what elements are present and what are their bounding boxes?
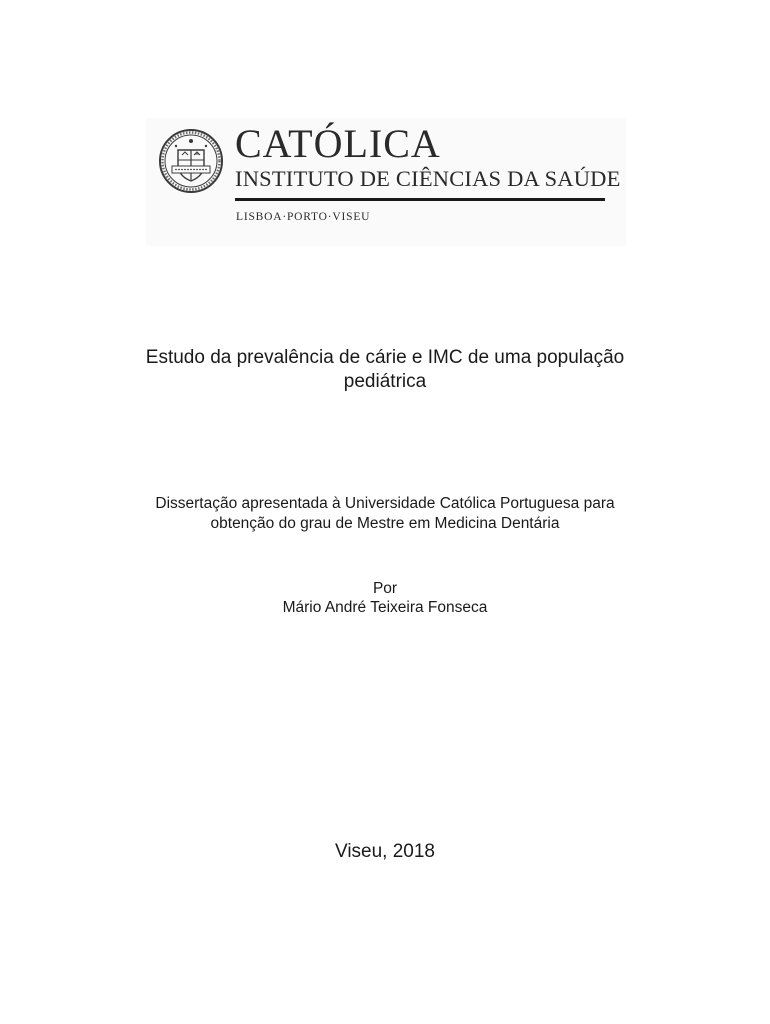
statement-line-1: Dissertação apresentada à Universidade Católica Portuguesa para — [155, 495, 615, 512]
dissertation-statement — [0, 494, 770, 534]
document-title — [0, 346, 770, 394]
institution-logo — [146, 118, 626, 246]
title-line-2: pediátrica — [343, 371, 427, 392]
university-seal-icon — [158, 128, 224, 194]
institution-name: CATÓLICA — [235, 121, 441, 166]
logo-divider — [235, 198, 605, 201]
author-name: Mário André Teixeira Fonseca — [282, 599, 488, 616]
place-date: Viseu, 2018 — [334, 841, 435, 862]
statement-line-2: obtenção do grau de Mestre em Medicina Dentária — [210, 515, 560, 532]
by-label: Por — [372, 580, 398, 597]
title-line-1: Estudo da prevalência de cárie e IMC de uma população — [145, 347, 625, 368]
institution-subname: INSTITUTO DE CIÊNCIAS DA SAÚDE — [235, 166, 621, 191]
institution-cities: LISBOA·PORTO·VISEU — [236, 211, 371, 223]
